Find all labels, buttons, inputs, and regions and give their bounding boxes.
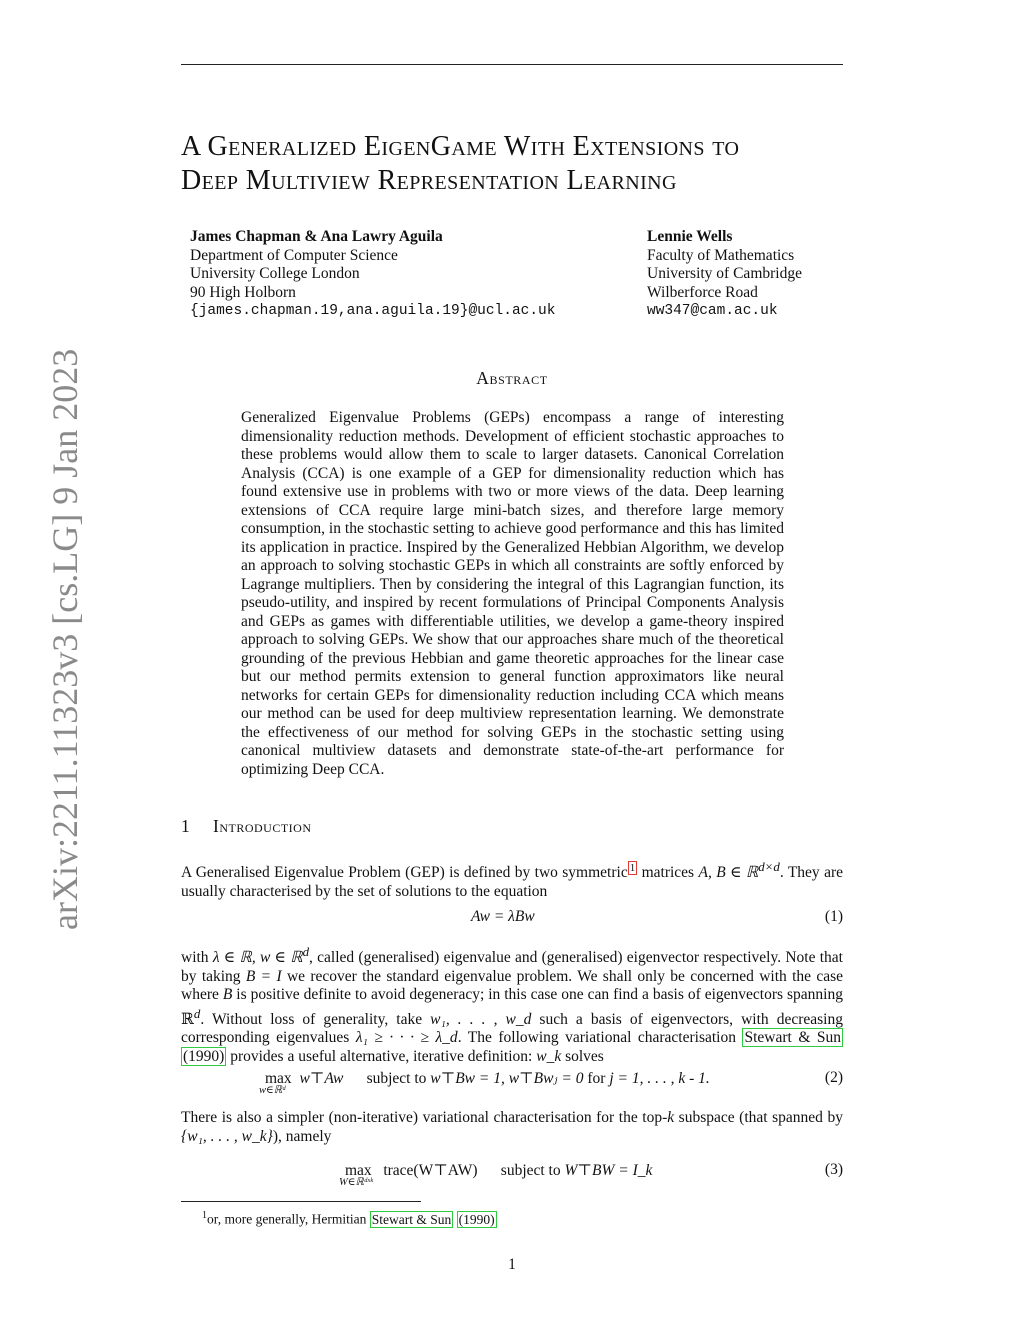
- author-department: Department of Computer Science: [190, 246, 398, 264]
- max-domain: w∈ℝᵈ: [259, 1085, 286, 1096]
- text-run: we recover the standard eigenvalue problem. We shall only be concerned with the case where: [181, 967, 844, 1004]
- footnote: [202, 1208, 497, 1228]
- footnote-marker[interactable]: 1: [629, 862, 636, 874]
- author-name: James Chapman & Ana Lawry Aguila: [190, 228, 443, 245]
- citation-year-link[interactable]: (1990): [458, 1211, 495, 1227]
- paper-title: [181, 130, 861, 198]
- math-superscript: d×d: [758, 859, 780, 874]
- author-institution: University College London: [190, 265, 360, 282]
- author-email[interactable]: {james.chapman.19,ana.aguila.19}@ucl.ac.uk: [190, 303, 556, 319]
- max-operator: max: [265, 1070, 292, 1087]
- author-block-ucl: [190, 228, 555, 321]
- footnote-rule: [181, 1201, 421, 1202]
- text-run: . They are usually characterised by the set of solutions to the equation: [181, 864, 843, 900]
- author-block-cambridge: [647, 228, 802, 321]
- math-inline: B: [222, 986, 233, 1004]
- text-run: A Generalised Eigenvalue Problem (GEP) is defined by two symmetric: [181, 864, 628, 882]
- constraint: w⊤Bw = 1, w⊤Bwⱼ = 0: [430, 1070, 584, 1087]
- equation-body: Aw = λBw: [471, 908, 535, 925]
- equation-3: [181, 1161, 843, 1188]
- text-run: ), namely: [272, 1127, 332, 1145]
- abstract-heading: Abstract: [476, 368, 548, 388]
- text-run: provides a useful alternative, iterative definition:: [226, 1047, 537, 1065]
- subject-to-label: subject to: [500, 1162, 565, 1179]
- author-address: 90 High Holborn: [190, 283, 296, 301]
- math-inline: k: [667, 1109, 675, 1126]
- abstract-text: Generalized Eigenvalue Problems (GEPs) encompass a range of interesting dimensionality reduction methods. Development of efficient stochastic approaches to these problems would allow them to scale to larger datasets. Canonical Correlation Analysis (CCA) is one example of a GEP for dimensionality reduction which has found extensive use in problems with two or more views of the data. Deep learning extensions of CCA require large mini-batch sizes, and therefore large memory consumption, in the stochastic setting to achieve good performance and this has limited its application in practice. Inspired by the Generalized Hebbian Algorithm, we develop an approach to solving stochastic GEPs in which all constraints are softly enforced by Lagrange multipliers. Then by considering the integral of this Lagrangian function, its pseudo-utility, and inspired by recent formulations of Principal Components Analysis and GEPs as games with differentiable utilities, we develop a game-theory inspired approach to solving GEPs. We show that our approaches share much of the theoretical grounding of the previous Hebbian and game theoretic approaches for the linear case but our method permits extension to general function approximators like neural networks for certain GEPs for dimensionality reduction including CCA which means our method can be used for deep multiview representation learning. We demonstrate the effectiveness of our method for solving GEPs in the stochastic setting using canonical multiview datasets and demonstrate state-of-the-art performance for optimizing Deep CCA.: [241, 409, 784, 778]
- math-inline: w₁, . . . , w_d: [430, 1010, 532, 1028]
- equation-2: [181, 1069, 843, 1096]
- section-heading: [181, 816, 312, 837]
- text-run: . The following variational characterisation: [457, 1029, 743, 1047]
- text-run: . Without loss of generality, take: [200, 1010, 431, 1028]
- equation-number: (3): [824, 1161, 843, 1178]
- equation-body: [259, 1069, 710, 1096]
- intro-paragraph-2: [181, 943, 843, 1066]
- max-operator: max: [345, 1162, 372, 1179]
- citation-link[interactable]: Stewart & Sun: [744, 1029, 841, 1047]
- text-run: There is also a simpler (non-iterative) variational characterisation for the top-: [181, 1109, 668, 1126]
- footnote-mark: 1: [202, 1210, 207, 1221]
- author-name: Lennie Wells: [647, 228, 733, 245]
- text-run: solves: [561, 1047, 604, 1065]
- subject-to-label: subject to: [366, 1070, 431, 1087]
- math-superscript: d: [302, 944, 310, 959]
- author-department: Faculty of Mathematics: [647, 246, 795, 264]
- equation-number: (2): [824, 1069, 843, 1086]
- arxiv-identifier: arXiv:2211.11323v3 [cs.LG] 9 Jan 2023: [45, 348, 85, 930]
- objective: w⊤Aw: [299, 1070, 344, 1087]
- top-rule: [181, 64, 843, 65]
- citation-year-link[interactable]: (1990): [183, 1047, 225, 1065]
- argmax-operator: [339, 1162, 374, 1188]
- math-inline: λ₁ ≥ · · · ≥ λ_d: [355, 1029, 458, 1047]
- footnote-text: or, more generally, Hermitian: [207, 1211, 370, 1227]
- intro-paragraph-1: [181, 858, 843, 901]
- intro-paragraph-3: [181, 1109, 843, 1146]
- math-inline: w_k: [536, 1047, 562, 1065]
- index-range: j = 1, . . . , k - 1.: [609, 1070, 710, 1087]
- text-run: matrices: [637, 864, 699, 882]
- equation-body: [339, 1161, 653, 1188]
- math-inline: {w₁, . . . , w_k}: [181, 1127, 273, 1145]
- text-run: subspace (that spanned by: [674, 1109, 843, 1126]
- citation-link[interactable]: Stewart & Sun: [371, 1211, 452, 1227]
- title-line-2: Deep Multiview Representation Learning: [181, 165, 677, 196]
- text-run: with: [181, 949, 213, 967]
- math-inline: B = I: [245, 967, 282, 985]
- text-run: such a basis of eigenvectors, with decreasing corresponding eigenvalues: [181, 1010, 843, 1047]
- math-inline: λ ∈ ℝ, w ∈ ℝ: [212, 949, 303, 967]
- page-number: 1: [508, 1256, 516, 1273]
- text-run: is positive definite to avoid degeneracy; in this case one can find a basis of eigenvectors spanning ℝ: [181, 986, 843, 1028]
- objective: trace(W⊤AW): [383, 1162, 478, 1179]
- math-superscript: d: [193, 1005, 201, 1021]
- math-inline: A, B ∈ ℝ: [698, 864, 759, 882]
- author-institution: University of Cambridge: [647, 265, 802, 282]
- text-run: , called (generalised) eigenvalue and (generalised) eigenvector respectively. Note that by taking: [181, 949, 843, 985]
- equation-number: (1): [824, 908, 843, 925]
- text-run: for: [583, 1070, 610, 1087]
- max-domain: W∈ℝᵈˣᵏ: [339, 1177, 374, 1188]
- argmax-operator: [259, 1070, 292, 1096]
- section-number: 1: [181, 816, 191, 836]
- section-title: Introduction: [213, 816, 312, 836]
- author-address: Wilberforce Road: [647, 283, 758, 301]
- title-line-1: A Generalized EigenGame With Extensions to: [181, 131, 740, 162]
- equation-1: [181, 908, 843, 932]
- author-email[interactable]: ww347@cam.ac.uk: [647, 303, 778, 319]
- constraint: W⊤BW = I_k: [564, 1162, 653, 1179]
